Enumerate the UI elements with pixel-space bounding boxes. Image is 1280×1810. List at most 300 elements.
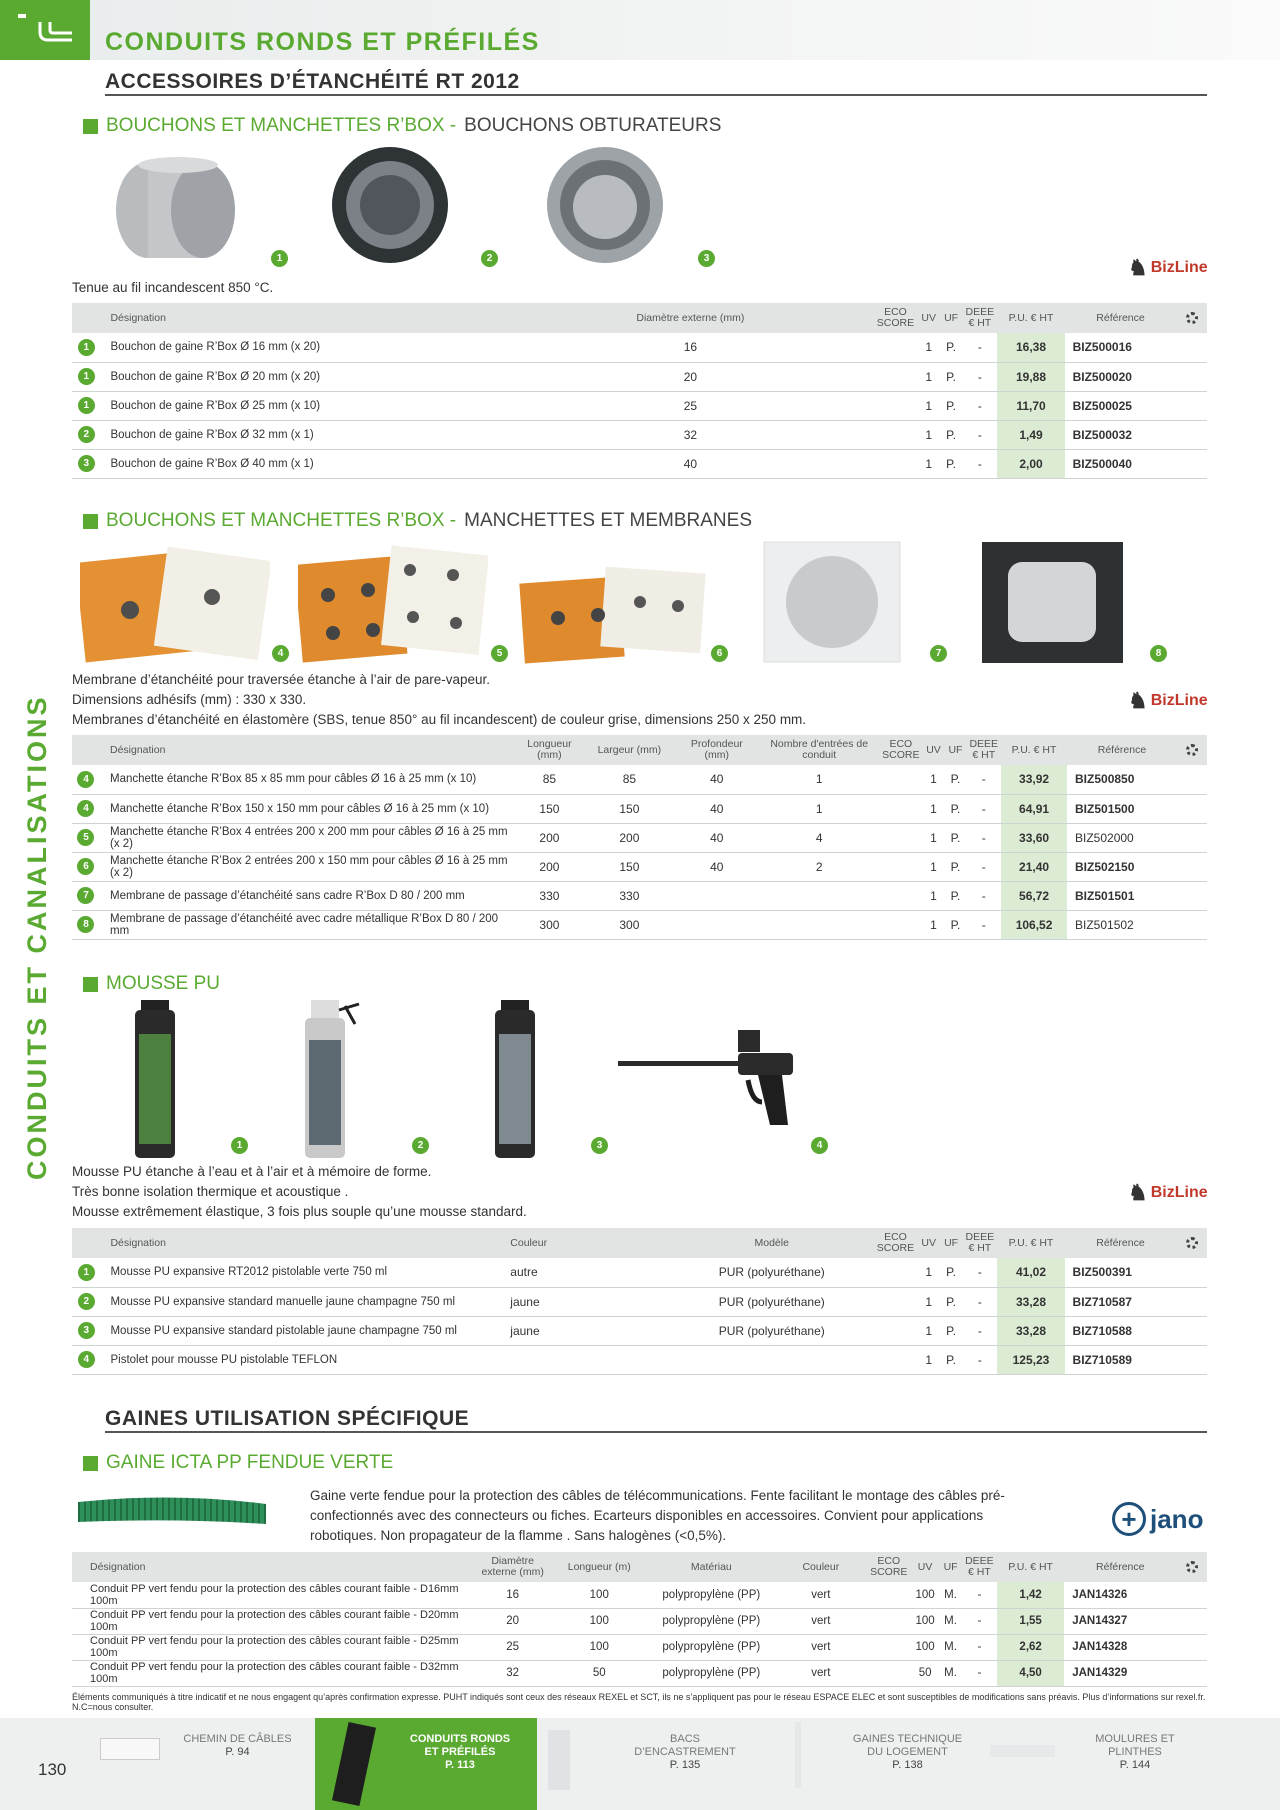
table-cell: 200 [514,852,584,881]
table-cell [1176,1258,1207,1287]
table-cell: PUR (polyuréthane) [670,1287,873,1316]
image-number: 2 [412,1137,429,1154]
table-row[interactable] [72,765,1207,794]
table-cell: 1 [918,362,940,391]
table-cell: polypropylène (PP) [648,1634,775,1660]
price-cell: 33,92 [1001,765,1067,794]
table-row[interactable] [72,420,1207,449]
table-mousse [72,1228,1207,1375]
table-cell [873,1345,917,1374]
table-cell [670,1345,873,1374]
subsection-title-dark: BOUCHONS OBTURATEURS [464,115,722,136]
footer-nav-item[interactable]: CHEMIN DE CÂBLES P. 94 [183,1733,292,1758]
table-cell: - [962,1582,997,1608]
table-row[interactable] [72,391,1207,420]
reference-cell: BIZ501502 [1067,910,1177,939]
reference-cell: BIZ500850 [1067,765,1177,794]
thumb-moulures [990,1745,1055,1757]
bullet-square [83,977,98,992]
product-image-manchette-4 [80,545,270,670]
col-pu: P.U. € HT [997,1228,1064,1258]
table-cell [879,852,922,881]
col-pu: P.U. € HT [997,303,1064,333]
image-number: 1 [231,1137,248,1154]
designation-cell: Membrane de passage d’étanchéité avec cadre métallique R’Box D 80 / 200 mm [100,910,514,939]
col-eco: ECO SCORE [873,303,917,333]
item-number: 6 [77,858,94,875]
table-cell [1176,1608,1207,1634]
table-cell: P. [944,852,966,881]
col-eco: ECO SCORE [879,735,922,765]
table-cell [72,823,100,852]
table-cell: 50 [911,1660,940,1686]
col-uf: UF [940,303,962,333]
subsection-title-manchettes [83,510,752,532]
table-cell: M. [939,1582,961,1608]
table-cell [1177,823,1207,852]
table-cell: 100 [551,1608,648,1634]
table-cell: 2 [759,852,879,881]
table-cell: 1 [923,852,945,881]
col-uf: UF [944,735,966,765]
table-cell: 1 [759,794,879,823]
item-number: 4 [78,1351,95,1368]
col-uv: UV [911,1552,940,1582]
col-longueur: Longueur (m) [551,1552,648,1582]
subsection-title-gaine-icta: GAINE ICTA PP FENDUE VERTE [83,1452,393,1474]
manchettes-description: Membrane d’étanchéité pour traversée étanche à l’air de pare-vapeur. Dimensions adhésifs (mm) : 330 x 330. Membranes d’étanchéité en élastomère (SBS, tenue 850° au fil incandescent) de couleur grise, dimensions 250 x 250 mm. [72,672,807,727]
table-row[interactable] [72,852,1207,881]
table-cell: P. [940,362,962,391]
settings-column [1176,303,1207,333]
table-cell: 25 [474,1634,550,1660]
table-cell: 1 [918,333,940,362]
table-cell: polypropylène (PP) [648,1582,775,1608]
table-cell: 20 [507,362,873,391]
image-number: 1 [271,250,288,267]
table-cell: 1 [923,881,945,910]
plus-icon: + [1112,1502,1146,1536]
table-cell: - [962,1316,997,1345]
col-ref: Référence [1065,1228,1177,1258]
table-cell [507,1345,670,1374]
bullet-square [83,1456,98,1471]
designation-cell: Conduit PP vert fendu pour la protection des câbles courant faible - D25mm 100m [72,1634,474,1660]
thumb-gaines-technique [795,1722,801,1788]
designation-cell: Manchette étanche R’Box 150 x 150 mm pour câbles Ø 16 à 25 mm (x 10) [100,794,514,823]
col-ref: Référence [1064,1552,1176,1582]
table-cell: 200 [514,823,584,852]
col-uv: UV [923,735,945,765]
col-designation: Désignation [72,1552,474,1582]
table-cell: 1 [918,1316,940,1345]
table-cell: - [962,1660,997,1686]
table-cell: - [962,1608,997,1634]
designation-cell: Bouchon de gaine R’Box Ø 16 mm (x 20) [100,333,507,362]
table-cell: 1 [918,391,940,420]
table-cell [1176,333,1207,362]
table-row[interactable] [72,794,1207,823]
table-cell: P. [940,391,962,420]
table-cell [873,420,917,449]
table-cell [72,1316,100,1345]
section-title-etancheite: ACCESSOIRES D’ÉTANCHÉITÉ RT 2012 [105,70,520,93]
table-row[interactable] [72,881,1207,910]
table-cell [72,794,100,823]
table-cell [72,420,100,449]
table-cell [759,881,879,910]
col-diametre: Diamètre externe (mm) [474,1552,550,1582]
price-cell: 33,28 [997,1316,1064,1345]
col-deee: DEEE € HT [962,1552,997,1582]
table-cell: P. [940,420,962,449]
table-cell: vert [775,1582,867,1608]
table-manchettes [72,735,1207,940]
table-row[interactable] [72,1287,1207,1316]
table-cell: P. [944,881,966,910]
col-uv: UV [918,303,940,333]
col-deee: DEEE € HT [966,735,1001,765]
col-pu: P.U. € HT [1001,735,1067,765]
gear-icon[interactable] [1186,1237,1198,1249]
table-cell [867,1660,911,1686]
reference-cell: JAN14326 [1064,1582,1176,1608]
table-cell: PUR (polyuréthane) [670,1258,873,1287]
col-ref: Référence [1067,735,1177,765]
price-cell: 2,00 [997,449,1064,478]
settings-column [1177,735,1207,765]
col-materiau: Matériau [648,1552,775,1582]
table-cell [873,1258,917,1287]
reference-cell: JAN14329 [1064,1660,1176,1686]
reference-cell: BIZ502000 [1067,823,1177,852]
table-cell: 4 [759,823,879,852]
image-number: 4 [272,645,289,662]
table-cell: jaune [507,1316,670,1345]
col-designation: Désignation [100,303,507,333]
section-divider [105,94,1207,96]
table-row[interactable] [72,910,1207,939]
table-cell: 32 [507,420,873,449]
table-cell: 300 [584,910,674,939]
table-cell: 50 [551,1660,648,1686]
side-category-label: CONDUITS ET CANALISATIONS [22,694,52,1180]
table-cell [72,333,100,362]
table-row[interactable] [72,1634,1207,1660]
table-cell: 1 [918,420,940,449]
table-cell: 20 [474,1608,550,1634]
product-image-gaine-verte [78,1488,268,1533]
col-uv: UV [918,1228,940,1258]
col-eco: ECO SCORE [867,1552,911,1582]
table-cell: M. [939,1634,961,1660]
settings-column [1176,1228,1207,1258]
table-cell: - [962,1345,997,1374]
table-gaine [72,1552,1207,1687]
table-row[interactable] [72,1582,1207,1608]
table-cell: vert [775,1634,867,1660]
table-cell [873,391,917,420]
table-cell: - [962,1258,997,1287]
table-cell [873,449,917,478]
table-cell [72,362,100,391]
image-number: 3 [698,250,715,267]
table-cell [674,910,759,939]
table-cell: - [962,420,997,449]
table-cell [867,1582,911,1608]
table-row[interactable] [72,1316,1207,1345]
table-cell: 16 [507,333,873,362]
item-number: 2 [78,426,95,443]
table-cell [1177,881,1207,910]
designation-cell: Bouchon de gaine R’Box Ø 40 mm (x 1) [100,449,507,478]
col-entrees: Nombre d'entrées de conduit [759,735,879,765]
legal-note: Éléments communiqués à titre indicatif et ne nous engagent qu’après confirmation expresse. PUHT indiqués sont ceux des réseaux REXEL et SCT, ils ne s’appliquent pas pour le réseau ESPACE ELEC et sont susceptibles de modifications sans préavis. Plus d’informations sur rexel.fr. N.C=nous consulter. [72,1692,1206,1712]
col-pu: P.U. € HT [997,1552,1064,1582]
table-cell: 1 [918,1287,940,1316]
col-couleur: Couleur [507,1228,670,1258]
col-uf: UF [940,1228,962,1258]
bizline-logo: ♞ BizLine [1128,1180,1208,1205]
price-cell: 1,55 [997,1608,1064,1634]
col-longueur: Longueur (mm) [514,735,584,765]
table-cell: 100 [551,1582,648,1608]
footer-nav-item-active[interactable]: CONDUITS RONDS ET PRÉFILÉS P. 113 [409,1733,511,1771]
table-cell [1176,1316,1207,1345]
table-cell [873,362,917,391]
table-cell [1176,1582,1207,1608]
item-number: 1 [78,339,95,356]
table-cell: P. [940,449,962,478]
price-cell: 11,70 [997,391,1064,420]
table-cell: P. [944,794,966,823]
table-cell [759,910,879,939]
table-cell [1176,1660,1207,1686]
designation-cell: Manchette étanche R’Box 85 x 85 mm pour câbles Ø 16 à 25 mm (x 10) [100,765,514,794]
price-cell: 16,38 [997,333,1064,362]
table-cell: 100 [551,1634,648,1660]
table-cell: polypropylène (PP) [648,1608,775,1634]
image-number: 6 [711,645,728,662]
table-cell [72,765,100,794]
table-cell [867,1608,911,1634]
product-image-manchette-6 [518,560,708,670]
table-cell [873,1287,917,1316]
designation-cell: Bouchon de gaine R’Box Ø 20 mm (x 20) [100,362,507,391]
table-cell: 25 [507,391,873,420]
bullet-square [83,119,98,134]
table-cell [72,391,100,420]
product-image-mousse-3 [495,1000,535,1163]
table-cell [879,794,922,823]
designation-cell: Bouchon de gaine R’Box Ø 25 mm (x 10) [100,391,507,420]
page-title: CONDUITS RONDS ET PRÉFILÉS [105,28,540,56]
product-image-membrane-8 [980,540,1125,670]
table-cell [72,1287,100,1316]
designation-cell: Manchette étanche R’Box 4 entrées 200 x 200 mm pour câbles Ø 16 à 25 mm (x 2) [100,823,514,852]
price-cell: 64,91 [1001,794,1067,823]
table-cell: 40 [674,765,759,794]
subsection-title-dark: MANCHETTES ET MEMBRANES [464,510,752,531]
image-number: 7 [930,645,947,662]
item-number: 2 [78,1293,95,1310]
col-diametre: Diamètre externe (mm) [507,303,873,333]
table-cell: M. [939,1608,961,1634]
section-divider [105,1431,1207,1433]
price-cell: 33,28 [997,1287,1064,1316]
table-row[interactable] [72,1660,1207,1686]
price-cell: 1,49 [997,420,1064,449]
reference-cell: BIZ500016 [1065,333,1177,362]
designation-cell: Bouchon de gaine R’Box Ø 32 mm (x 1) [100,420,507,449]
table-cell: - [966,765,1001,794]
gear-icon[interactable] [1186,1561,1198,1573]
reference-cell: BIZ501500 [1067,794,1177,823]
image-number: 5 [491,645,508,662]
table-cell: - [962,1287,997,1316]
bizline-logo: ♞ BizLine [1128,255,1208,280]
table-cell: - [966,794,1001,823]
table-cell: - [962,362,997,391]
thumb-bacs [548,1730,570,1790]
table-row[interactable] [72,449,1207,478]
reference-cell: BIZ710588 [1065,1316,1177,1345]
settings-column [1176,1552,1207,1582]
footer-nav-item[interactable]: GAINES TECHNIQUE DU LOGEMENT P. 138 [852,1733,963,1771]
table-cell: 150 [584,794,674,823]
designation-cell: Membrane de passage d’étanchéité sans cadre R’Box D 80 / 200 mm [100,881,514,910]
table-row[interactable] [72,823,1207,852]
reference-cell: BIZ500025 [1065,391,1177,420]
page-number: 130 [38,1760,67,1779]
table-cell: 200 [584,823,674,852]
image-number: 8 [1150,645,1167,662]
table-cell: - [966,910,1001,939]
table-bouchons [72,303,1207,479]
table-cell: - [966,823,1001,852]
item-number: 4 [77,771,94,788]
table-cell [674,881,759,910]
table-cell: 1 [923,794,945,823]
table-cell [1177,910,1207,939]
product-image-bouchon-2 [330,145,450,270]
table-cell [72,1258,100,1287]
reference-cell: BIZ502150 [1067,852,1177,881]
item-number: 3 [78,455,95,472]
table-cell: 40 [674,852,759,881]
table-cell: P. [940,1316,962,1345]
table-cell: P. [940,333,962,362]
table-row[interactable] [72,1258,1207,1287]
price-cell: 1,42 [997,1582,1064,1608]
bizline-mascot-icon: ♞ [1128,688,1148,713]
price-cell: 21,40 [1001,852,1067,881]
reference-cell: BIZ500020 [1065,362,1177,391]
subsection-title-mousse: MOUSSE PU [83,973,220,995]
price-cell: 2,62 [997,1634,1064,1660]
table-cell: - [962,449,997,478]
table-cell: - [962,333,997,362]
bizline-mascot-icon: ♞ [1128,255,1148,280]
reference-cell: BIZ501501 [1067,881,1177,910]
table-cell: 100 [911,1582,940,1608]
table-cell [1176,362,1207,391]
price-cell: 4,50 [997,1660,1064,1686]
subsection-title-green: BOUCHONS ET MANCHETTES R’BOX - [106,510,457,531]
col-modele: Modèle [670,1228,873,1258]
item-number: 1 [78,368,95,385]
reference-cell: BIZ710587 [1065,1287,1177,1316]
price-cell: 19,88 [997,362,1064,391]
thumb-chemin-cables [100,1738,160,1760]
col-deee: DEEE € HT [962,303,997,333]
table-cell [72,910,100,939]
reference-cell: BIZ500040 [1065,449,1177,478]
designation-cell: Mousse PU expansive standard manuelle jaune champagne 750 ml [100,1287,507,1316]
gear-icon[interactable] [1186,312,1198,324]
table-cell: P. [940,1345,962,1374]
table-cell: 40 [674,794,759,823]
product-image-bouchon-3 [540,145,670,270]
table-cell: 100 [911,1608,940,1634]
product-image-manchette-5 [298,545,488,670]
table-cell: - [962,1634,997,1660]
image-number: 3 [591,1137,608,1154]
item-number: 8 [77,916,94,933]
gear-icon[interactable] [1186,744,1198,756]
designation-cell: Manchette étanche R’Box 2 entrées 200 x 150 mm pour câbles Ø 16 à 25 mm (x 2) [100,852,514,881]
footer-nav-item[interactable]: BACS D’ENCASTREMENT P. 135 [634,1733,736,1771]
footer-nav-item[interactable]: MOULURES ET PLINTHES P. 144 [1095,1733,1175,1771]
item-number: 5 [77,829,94,846]
category-corner [0,0,90,60]
table-cell [1176,391,1207,420]
bullet-square [83,514,98,529]
table-cell [879,823,922,852]
table-cell: 330 [514,881,584,910]
bouchons-description: Tenue au fil incandescent 850 °C. [72,280,274,295]
table-cell: - [966,881,1001,910]
product-image-bouchon-1 [108,145,243,270]
subsection-title-bouchons [83,115,721,137]
col-couleur: Couleur [775,1552,867,1582]
table-cell: 1 [923,765,945,794]
mousse-description: Mousse PU étanche à l’eau et à l’air et à mémoire de forme. Très bonne isolation thermique et acoustique . Mousse extrêmement élastique, 3 fois plus souple qu’une mousse standard. [72,1164,527,1219]
table-row[interactable] [72,1608,1207,1634]
table-cell: 150 [514,794,584,823]
table-cell [1177,794,1207,823]
item-number: 7 [77,887,94,904]
table-row[interactable] [72,333,1207,362]
col-uf: UF [939,1552,961,1582]
table-cell: 1 [923,823,945,852]
col-eco: ECO SCORE [873,1228,917,1258]
table-cell: 300 [514,910,584,939]
reference-cell: BIZ500391 [1065,1258,1177,1287]
table-cell [1176,449,1207,478]
designation-cell: Mousse PU expansive standard pistolable jaune champagne 750 ml [100,1316,507,1345]
table-cell: P. [944,910,966,939]
col-profondeur: Profondeur (mm) [674,735,759,765]
table-cell [72,449,100,478]
reference-cell: JAN14327 [1064,1608,1176,1634]
product-image-pistolet-4 [618,1025,818,1140]
table-row[interactable] [72,362,1207,391]
table-row[interactable] [72,1345,1207,1374]
table-cell: P. [944,823,966,852]
bizline-logo: ♞ BizLine [1128,688,1208,713]
table-cell: - [962,391,997,420]
